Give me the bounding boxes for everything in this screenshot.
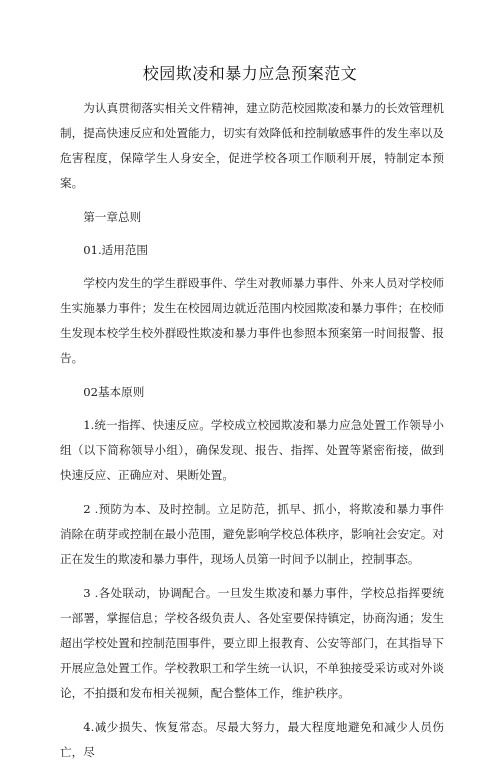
document-body [60,96,444,774]
paragraph-scope: 学校内发生的学生群殴事件、学生对教师暴力事件、外来人员对学校师生实施暴力事件；发生在校园周边就近范围内校园欺凌和暴力事件；在校师生发现本校学生校外群殴性欺凌和暴力事件也参照本预案第一时间报警、报告。 [60,276,444,365]
paragraph-intro: 为认真贯彻落实相关文件精神，建立防范校园欺凌和暴力的长效管理机制，提高快速反应和处置能力，切实有效降低和控制敏感事件的发生率以及危害程度，保障学生人身安全，促进学校各项工作顺利开展，特制定本预案。 [60,101,444,190]
paragraph-principle-2: 2 .预防为本、及时控制。立足防范，抓早、抓小，将欺凌和暴力事件消除在萌芽或控制在最小范围，避免影响学校总体秩序，影响社会安定。对正在发生的欺凌和暴力事件，现场人员第一时间予以制止，控制事态。 [60,502,444,566]
section-heading-principles: 02基本原则 [83,385,145,399]
paragraph-principle-4: 4.减少损失、恢复常态。尽最大努力，最大程度地避免和减少人员伤亡，尽 [60,720,444,759]
paragraph-principle-1: 1.统一指挥、快速反应。学校成立校园欺凌和暴力应急处置工作领导小组（以下简称领导小组），确保发现、报告、指挥、处置等紧密衔接，做到快速反应、正确应对、果断处置。 [60,418,444,482]
chapter-heading: 第一章总则 [83,210,142,224]
section-heading-scope: 01.适用范围 [83,243,149,257]
paragraph-principle-3: 3 .各处联动，协调配合。一旦发生欺凌和暴力事件，学校总指挥要统一部署，掌握信息；学校各级负责人、各处室要保持镇定，协商沟通；发生超出学校处置和控制范围事件，要立即上报教育、公安等部门，在其指导下开展应急处置工作。学校教职工和学生统一认识，不单独接受采访或对外谈论，不拍摄和发布相关视频，配合整体工作，维护秩序。 [60,586,444,700]
document-title: 校园欺凌和暴力应急预案范文 [142,64,358,83]
